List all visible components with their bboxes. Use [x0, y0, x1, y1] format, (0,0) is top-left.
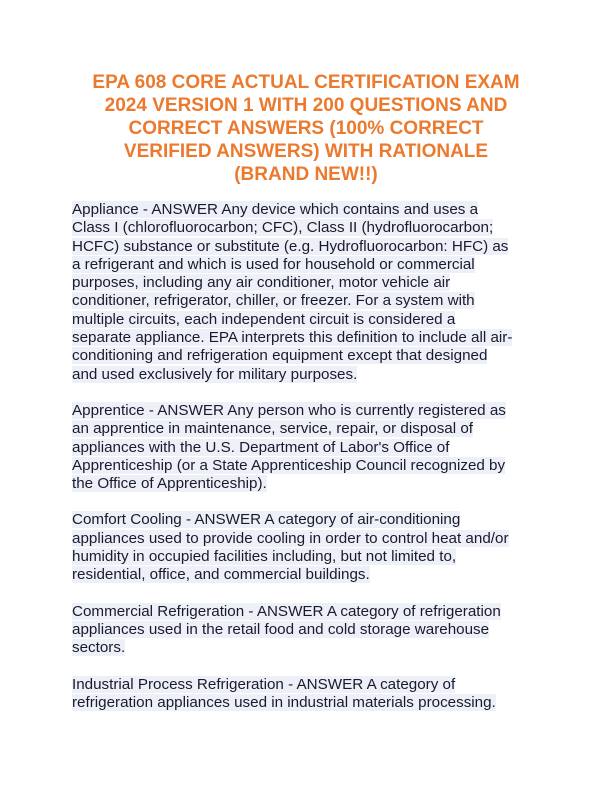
document-title: EPA 608 CORE ACTUAL CERTIFICATION EXAM 2024 VERSION 1 WITH 200 QUESTIONS AND CORRECT ANSWERS (100% CORRECT VERIFIED ANSWERS) WITH RATIONALE (BRAND NEW!!): [92, 72, 520, 185]
document-body: [72, 201, 546, 730]
definition-text: Commercial Refrigeration - ANSWER A category of refrigeration appliances used in the retail food and cold storage warehouse sectors.: [72, 602, 501, 657]
definition-text: Industrial Process Refrigeration - ANSWER A category of refrigeration appliances used in industrial materials processing.: [72, 675, 496, 711]
definition-text: Comfort Cooling - ANSWER A category of air-conditioning appliances used to provide cooling in order to control heat and/or humidity in occupied facilities including, but not limited to, residential, office, and commercial buildings.: [72, 511, 509, 584]
definition-entry-comfort-cooling: [72, 511, 546, 584]
definition-entry-industrial-process-refrigeration: [72, 676, 546, 713]
definition-entry-commercial-refrigeration: [72, 603, 546, 658]
definition-text: Apprentice - ANSWER Any person who is currently registered as an apprentice in maintenance, service, repair, or disposal of appliances with the U.S. Department of Labor's Office of Apprenticeship (or a State Apprenticeship Council recognized by the Office of Apprenticeship).: [72, 401, 506, 493]
definition-text: Appliance - ANSWER Any device which contains and uses a Class I (chlorofluorocarbon; CFC), Class II (hydrofluorocarbon; HCFC) substance or substitute (e.g. Hydrofluorocarbon: HFC) as a refrigerant and which is used for household or commercial purposes, including any air conditioner, motor vehicle air conditioner, refrigerator, chiller, or freezer. For a system with multiple circuits, each independent circuit is considered a separate appliance. EPA interprets this definition to include all air- conditioning and refrigeration equipment except that designed and used exclusively for military purposes.: [72, 201, 513, 383]
definition-entry-apprentice: [72, 402, 546, 493]
definition-entry-appliance: [72, 201, 546, 384]
